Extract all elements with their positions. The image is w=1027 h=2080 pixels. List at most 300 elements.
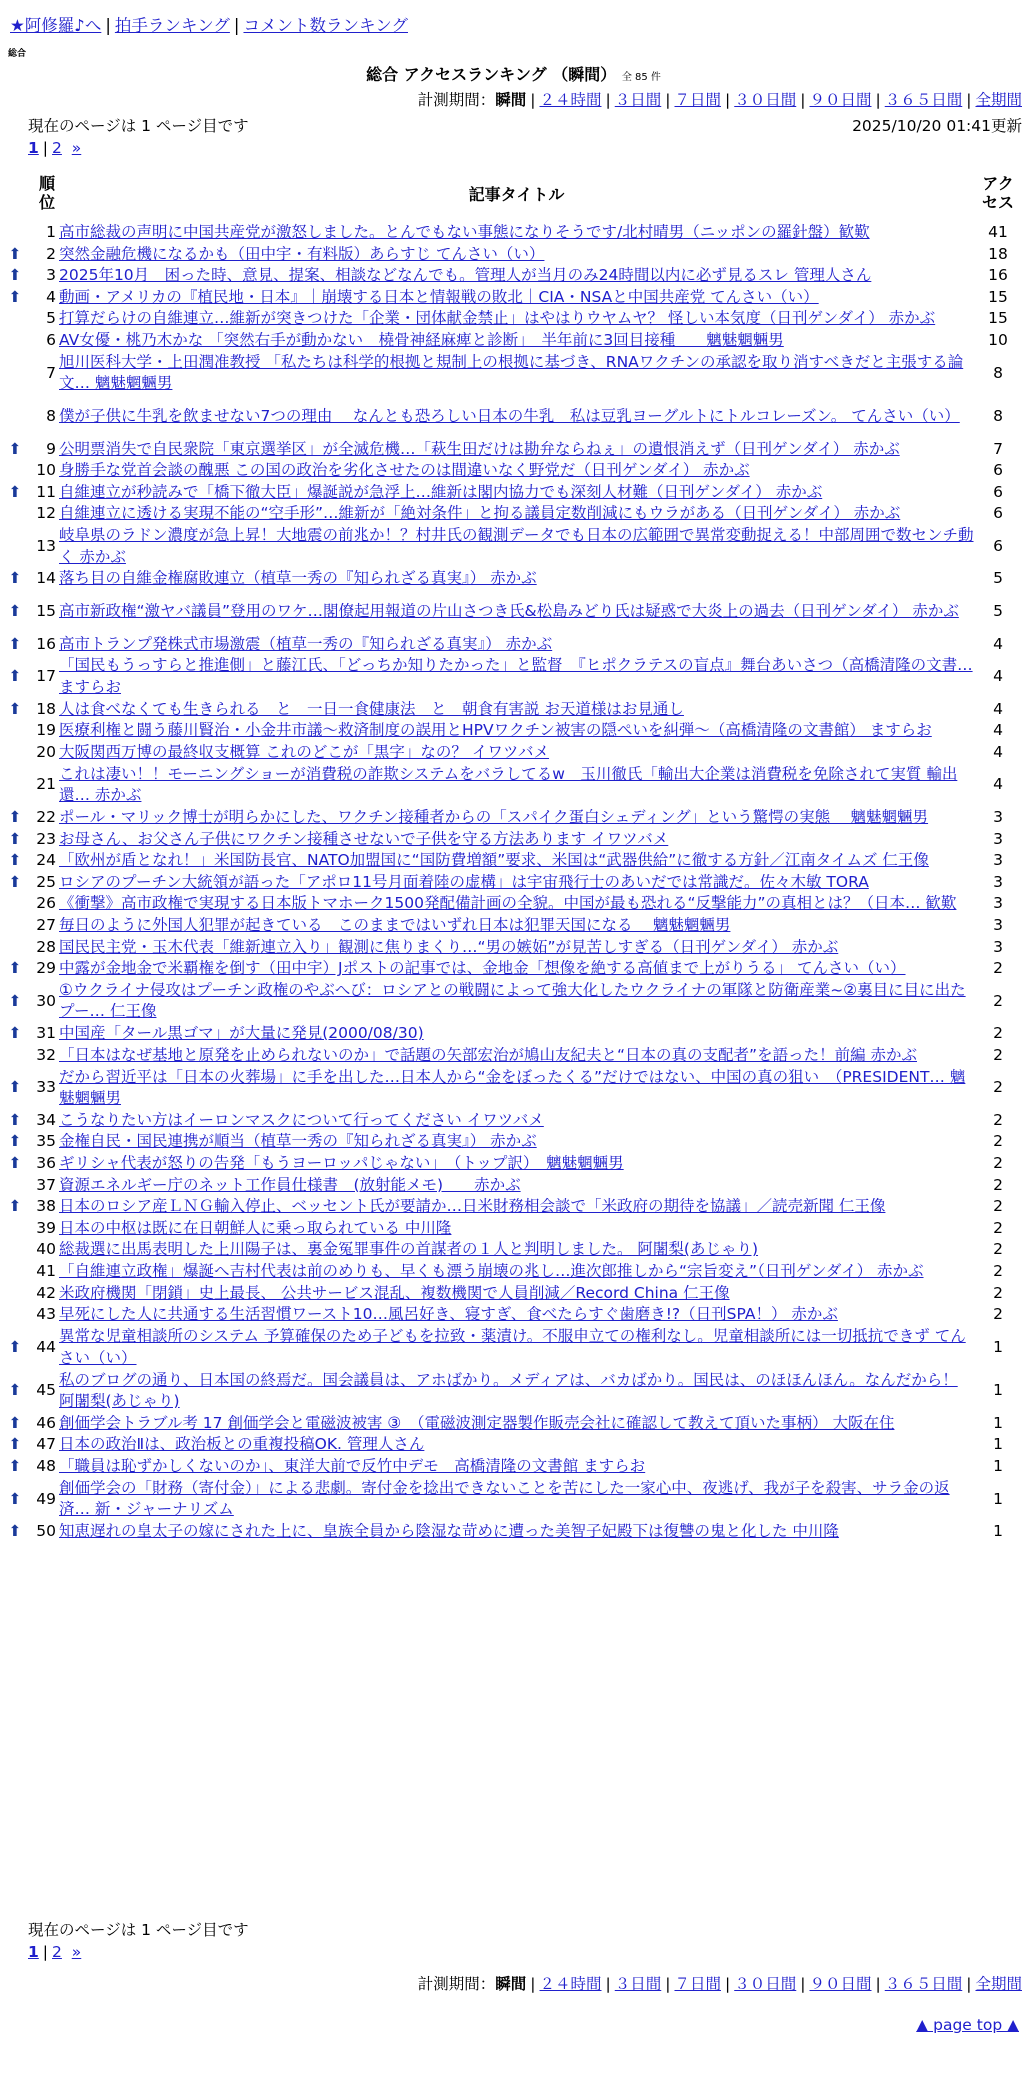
ranking-row [0,807,1022,829]
rank-number: 2 [46,244,56,263]
separator: | [105,16,111,35]
rank-number: 50 [36,1522,56,1541]
rank-number: 9 [46,439,56,458]
separator: | [605,91,611,109]
title-cell [59,222,974,244]
no-change-cell [0,742,30,764]
ranking-row [0,915,1022,937]
title-cell [59,829,974,851]
no-change-cell [0,222,30,244]
ranking-row [0,460,1022,482]
rank-number: 39 [36,1218,56,1237]
ranking-row [0,1218,1022,1240]
access-count: 4 [993,775,1003,794]
title-header: 記事タイトル [468,184,565,204]
title-cell [59,1239,974,1261]
up-arrow-icon: ⬆ [8,851,22,870]
access-count: 6 [993,461,1003,480]
footer-page-info: 現在のページは 1 ページ目です [28,1921,249,1939]
access-count: 2 [993,1218,1003,1237]
header-line: 位 [38,193,55,212]
period-link-2[interactable]: ７日間 [674,91,721,109]
access-count: 15 [988,309,1008,328]
rank-number: 4 [46,287,56,306]
separator: | [725,1975,731,1993]
rank-number: 7 [46,363,56,382]
title-cell [59,655,974,699]
title-cell [59,503,974,525]
article-link[interactable]: 私のブログの通り、日本国の終焉だ。国会議員は、アホばかり。メディアは、バカばかり。国民は、のほほんほん。なんだから！ 阿闍梨(あじゃり) [59,1370,958,1411]
up-arrow-icon: ⬆ [8,244,22,263]
article-link[interactable]: ポール・マリック博士が明らかにした、ワクチン接種者からの「スパイク蛋白シェディング」という驚愕の実態 魑魅魍魎男 [59,807,929,826]
title-cell [59,807,974,829]
article-link[interactable]: 動画・アメリカの『植民地・日本』｜崩壊する日本と情報戦の敗北｜CIA・NSAと中国共産党 てんさい（い） [59,287,819,306]
article-link[interactable]: 高市新政権“激ヤバ議員”登用のワケ…閣僚起用報道の片山さつき氏&松島みどり氏は疑惑で大炎上の過去（日刊ゲンダイ） 赤かぶ [59,602,959,621]
separator: | [665,1975,671,1993]
article-link[interactable]: 僕が子供に牛乳を飲ませない7つの理由 なんとも恐ろしい日本の牛乳 私は豆乳ヨーグルトにトルコレーズン。 てんさい（い） [59,407,960,426]
ranking-row [0,893,1022,915]
title-cell [59,1478,974,1522]
rank-number: 48 [36,1457,56,1476]
period-link-3[interactable]: ３０日間 [734,91,797,109]
access-count: 3 [993,894,1003,913]
title-cell [59,460,974,482]
no-change-cell [0,1304,30,1326]
no-change-cell [0,1218,30,1240]
rank-number: 49 [36,1489,56,1508]
title-cell [59,1110,974,1132]
access-count: 2 [993,1262,1003,1281]
access-count: 3 [993,851,1003,870]
access-count: 2 [993,1110,1003,1129]
ranking-row [0,763,1022,807]
category-label: 総合 [8,49,27,59]
article-link[interactable]: 公明票消失で自民衆院「東京選挙区」が全滅危機…「萩生田だけは勘弁ならねぇ」の遺恨消えず（日刊ゲンダイ） 赤かぶ [59,439,900,458]
no-change-cell [0,503,30,525]
access-count: 4 [993,634,1003,653]
page-info: 現在のページは 1 ページ目です [28,117,249,135]
no-change-cell [0,460,30,482]
ranking-row [0,1239,1022,1261]
next-page-link[interactable]: » [71,1943,82,1961]
rank-number: 46 [36,1413,56,1432]
period-link-3[interactable]: ３０日間 [734,1975,797,1993]
title-cell [59,1023,974,1045]
rank-number: 1 [46,223,56,242]
title-cell [59,330,974,352]
title-cell [59,763,974,807]
access-count: 5 [993,602,1003,621]
title-cell [59,915,974,937]
top-nav [10,12,408,36]
rank-number: 11 [36,482,56,501]
article-link[interactable]: 大阪関西万博の最終収支概算 これのどこが「黒字」なの？ イワツバメ [59,742,550,761]
article-link[interactable]: 旭川医科大学・上田潤准教授 「私たちは科学的根拠と規制上の根拠に基づき、RNAワクチンの承認を取り消すべきだと主張する論文… 魑魅魍魎男 [59,352,964,393]
title-cell [59,1434,974,1456]
title-cell [59,850,974,872]
article-link[interactable]: 突然金融危機になるかも（田中宇・有料版）あらすじ てんさい（い） [59,244,545,263]
ranking-row [0,265,1022,287]
access-count: 2 [993,1305,1003,1324]
title-cell [59,1045,974,1067]
article-link[interactable]: 総裁選に出馬表明した上川陽子は、裏金冤罪事件の首謀者の１人と判明しました。 阿闍梨(あじゃり) [59,1240,759,1259]
rank-number: 16 [36,634,56,653]
title-cell [59,958,974,980]
separator: | [800,1975,806,1993]
up-arrow-icon: ⬆ [8,266,22,285]
up-arrow-icon: ⬆ [8,1110,22,1129]
access-count: 3 [993,807,1003,826]
title-cell [59,590,974,634]
ranking-row [0,936,1022,958]
rank-number: 24 [36,851,56,870]
up-arrow-icon: ⬆ [8,1489,22,1508]
up-arrow-icon: ⬆ [8,439,22,458]
ranking-row [0,222,1022,244]
title-cell [59,720,974,742]
article-link[interactable]: 中露が金地金で米覇権を倒す（田中宇）Jポストの記事では、金地金「想像を絶する高値まで上がりうる」 てんさい（い） [59,959,906,978]
title-cell [59,352,974,396]
rank-number: 14 [36,569,56,588]
article-link[interactable]: 自維連立が秒読みで「橋下徹大臣」爆誕説が急浮上…維新は閣内協力でも深刻人材難（日刊ゲンダイ） 赤かぶ [59,482,823,501]
access-count: 2 [993,959,1003,978]
access-count: 15 [988,287,1008,306]
title-cell [59,936,974,958]
no-change-cell [0,720,30,742]
article-link[interactable]: 「国民もうっすらと推進側」と藤江氏、「どっちか知りたかった」と監督 『ヒポクラテスの盲点』舞台あいさつ（高橋清隆の文書… ますらお [59,656,973,696]
article-link[interactable]: 異常な児童相談所のシステム 予算確保のため子どもを拉致・薬漬け。不服申立ての権利なし。児童相談所には一切抵抗できず てんさい（い） [59,1327,966,1367]
ranking-row [0,1066,1022,1110]
access-count: 2 [993,1197,1003,1216]
period-link-6[interactable]: 全期間 [975,91,1022,109]
up-arrow-icon: ⬆ [8,569,22,588]
rank-number: 21 [36,775,56,794]
no-change-cell [0,352,30,396]
no-change-cell [0,525,30,569]
period-current: 瞬間 [495,1975,527,1993]
ranking-row [0,1413,1022,1435]
access-count: 2 [993,1045,1003,1064]
ranking-table [0,164,1022,1543]
up-arrow-icon: ⬆ [8,634,22,653]
ranking-row [0,980,1022,1024]
access-count: 1 [993,1489,1003,1508]
no-change-cell [0,915,30,937]
page-1-link[interactable]: 1 [28,139,39,157]
page-1-link[interactable]: 1 [28,1943,39,1961]
page-title [0,62,1027,85]
access-count: 8 [993,407,1003,426]
separator: | [530,1975,536,1993]
article-link[interactable]: 毎日のように外国人犯罪が起きている このままではいずれ日本は犯罪天国になる 魑魅魍魎男 [59,915,731,934]
access-count: 16 [988,266,1008,285]
ranking-title: 総合 アクセスランキング （瞬間） [366,65,617,84]
separator: | [233,16,240,35]
article-link[interactable]: 知恵遅れの皇太子の嫁にされた上に、皇族全員から陰湿な苛めに遭った美智子妃殿下は復讐の鬼と化した 中川隆 [59,1522,839,1541]
article-link[interactable]: ギリシャ代表が怒りの告発「もうヨーロッパじゃない」 （トップ訳） 魑魅魍魎男 [59,1154,624,1173]
access-count: 4 [993,699,1003,718]
title-cell [59,1131,974,1153]
article-link[interactable]: 「欧州が盾となれ！」米国防長官、NATO加盟国に“国防費増額”要求、米国は“武器供給”に徹する方針／江南タイムズ 仁王像 [59,851,929,870]
access-count: 4 [993,667,1003,686]
up-arrow-icon: ⬆ [8,602,22,621]
ranking-row [0,1434,1022,1456]
up-arrow-icon: ⬆ [8,1381,22,1400]
title-cell [59,568,974,590]
period-link-5[interactable]: ３６５日間 [884,91,963,109]
article-link[interactable]: 早死にした人に共通する生活習慣ワースト10…風呂好き、寝すぎ、食べたらすぐ歯磨き!?（日刊SPA！） 赤かぶ [59,1305,838,1324]
access-count: 2 [993,991,1003,1010]
separator: | [966,1975,972,1993]
title-cell [59,1153,974,1175]
ranking-row [0,568,1022,590]
access-count: 2 [993,1283,1003,1302]
no-change-cell [0,1175,30,1197]
article-link[interactable]: これは凄い！！モーニングショーが消費税の詐欺システムをバラしてるw 玉川徹氏「輸出大企業は消費税を免除されて実質 輸出還… 赤かぶ [59,764,958,805]
title-cell [59,287,974,309]
rank-number: 17 [36,667,56,686]
article-link[interactable]: AV女優・桃乃木かな 「突然右手が動かない 橈骨神経麻痺と診断」 半年前に3回目接種 魑魅魍魎男 [59,331,784,350]
article-link[interactable]: 自維連立に透ける実現不能の“空手形”…維新が「絶対条件」と拘る議員定数削減にもウラがある（日刊ゲンダイ） 赤かぶ [59,504,901,523]
up-arrow-icon: ⬆ [8,1132,22,1151]
rank-header [0,164,59,222]
period-link-6[interactable]: 全期間 [975,1975,1022,1993]
article-link[interactable]: 資源エネルギー庁のネット工作員仕様書 (放射能メモ) 赤かぶ [59,1175,521,1194]
period-link-0[interactable]: ２４時間 [539,91,602,109]
title-cell [59,1521,974,1543]
ranking-row [0,958,1022,980]
article-link[interactable]: 岐阜県のラドン濃度が急上昇！大地震の前兆か！？村井氏の観測データでも日本の広範囲で異常変動捉える！中部周囲で数センチ動く 赤かぶ [59,526,974,566]
rank-number: 33 [36,1078,56,1097]
page-top-link[interactable]: ▲ page top ▲ [916,2016,1019,2034]
title-cell [59,872,974,894]
up-arrow-icon: ⬆ [8,829,22,848]
pagination [28,139,81,157]
ranking-row [0,742,1022,764]
ranking-row [0,1131,1022,1153]
access-count: 3 [993,872,1003,891]
access-header [974,164,1022,222]
separator: | [875,1975,881,1993]
ranking-row [0,1196,1022,1218]
article-link[interactable]: お母さん、お父さん子供にワクチン接種させないで子供を守る方法あります イワツバメ [59,829,669,848]
period-label: 計測期間： [417,1975,496,1993]
article-link[interactable]: ロシアのプーチン大統領が語った「アポロ11号月面着陸の虚構」は宇宙飛行士のあいだでは常識だ。佐々木敏 TORA [59,872,869,891]
access-count: 8 [993,363,1003,382]
period-link-5[interactable]: ３６５日間 [884,1975,963,1993]
title-cell [59,1066,974,1110]
rank-number: 5 [46,309,56,328]
rank-number: 25 [36,872,56,891]
page-2-link[interactable]: 2 [52,1943,62,1961]
rank-number: 22 [36,807,56,826]
up-arrow-icon: ⬆ [8,1435,22,1454]
title-cell [59,1283,974,1305]
access-count: 4 [993,721,1003,740]
no-change-cell [0,395,30,439]
article-link[interactable]: 創価学会トラブル考 17 創価学会と電磁波被害 ③ （電磁波測定器製作販売会社に確認して教えて頂いた事柄） 大阪在住 [59,1413,895,1432]
rank-number: 27 [36,915,56,934]
period-link-1[interactable]: ３日間 [614,1975,662,1993]
ranking-row [0,1326,1022,1370]
access-count: 3 [993,829,1003,848]
ranking-row [0,1110,1022,1132]
article-link[interactable]: 金権自民・国民連携が順当（植草一秀の『知られざる真実』） 赤かぶ [59,1132,537,1151]
up-arrow-icon: ⬆ [8,667,22,686]
period-link-1[interactable]: ３日間 [614,91,662,109]
article-link[interactable]: 落ち目の自維金権腐敗連立（植草一秀の『知られざる真実』） 赤かぶ [59,569,537,588]
header-line: アク [982,174,1014,193]
ranking-row [0,872,1022,894]
article-link[interactable]: 米政府機関「閉鎖」史上最長、 公共サービス混乱、複数機関で人員削減／Record China 仁王像 [59,1283,730,1302]
updated-timestamp: 2025/10/20 01:41更新 [852,117,1022,135]
up-arrow-icon: ⬆ [8,699,22,718]
header-line: 順 [38,174,55,193]
article-link[interactable]: こうなりたい方はイーロンマスクについて行ってください イワツバメ [59,1110,544,1129]
article-link[interactable]: 創価学会の「財務（寄付金）」による悲劇。寄付金を捻出できないことを苦にした一家心中、夜逃げ、我が子を殺害、サラ金の返済… 新・ジャーナリズム [59,1478,950,1519]
article-link[interactable]: 日本のロシア産ＬＮＧ輸入停止、ベッセント氏が要請か…日米財務相会談で「米政府の期待を協議」／読売新聞 仁王像 [59,1197,886,1216]
rank-number: 29 [36,959,56,978]
ranking-row [0,1175,1022,1197]
title-cell [59,482,974,504]
ranking-row [0,850,1022,872]
article-link[interactable]: 日本の政治Ⅱは、政治板との重複投稿OK. 管理人さん [59,1435,425,1454]
article-link[interactable]: 《衝撃》高市政権で実現する日本版トマホーク1500発配備計画の全貌。中国が最も恐れる“反撃能力”の真相とは？（日本… 歓歎 [59,894,957,913]
article-link[interactable]: 高市トランプ発株式市場激震（植草一秀の『知られざる真実』） 赤かぶ [59,634,553,653]
up-arrow-icon: ⬆ [8,1413,22,1432]
title-cell [59,244,974,266]
article-link[interactable]: 「職員は恥ずかしくないのか」、東洋大前で反竹中デモ 高橋清隆の文書館 ますらお [59,1457,646,1476]
up-arrow-icon: ⬆ [8,287,22,306]
article-link[interactable]: 打算だらけの自維連立…維新が突きつけた「企業・団体献金禁止」はやはりウヤムヤ？ 怪しい本気度（日刊ゲンダイ） 赤かぶ [59,309,936,328]
total-count: 全 85 件 [621,72,661,83]
article-link[interactable]: 人は食べなくても生きられる と 一日一食健康法 と 朝食有害説 お天道様はお見通し [59,699,684,718]
rank-number: 23 [36,829,56,848]
comment-ranking-link[interactable]: コメント数ランキング [243,16,408,35]
title-cell [59,634,974,656]
article-link[interactable]: 「自維連立政権」爆誕へ吉村代表は前のめりも、早くも漂う崩壊の兆し…進次郎推しから“宗旨変え”（日刊ゲンダイ） 赤かぶ [59,1262,924,1281]
access-count: 1 [993,1381,1003,1400]
access-count: 1 [993,1413,1003,1432]
no-change-cell [0,330,30,352]
period-link-0[interactable]: ２４時間 [539,1975,602,1993]
applause-ranking-link[interactable]: 拍手ランキング [114,16,230,35]
footer-pagination [28,1943,81,1961]
rank-number: 19 [36,721,56,740]
access-count: 41 [988,223,1008,242]
article-link[interactable]: だから習近平は「日本の火葬場」に手を出した…日本人から“金をぼったくる”だけではない、中国の真の狙い （PRESIDENT… 魑魅魍魎男 [59,1067,966,1108]
article-link[interactable]: 日本の中枢は既に在日朝鮮人に乗っ取られている 中川隆 [59,1218,452,1237]
article-link[interactable]: 「日本はなぜ基地と原発を止められないのか」で話題の矢部宏治が鳩山友紀夫と“日本の真の支配者”を語った！前編 赤かぶ [59,1045,917,1064]
rank-number: 15 [36,602,56,621]
rank-number: 42 [36,1283,56,1302]
ranking-row [0,634,1022,656]
rank-number: 30 [36,991,56,1010]
title-cell [59,980,974,1024]
access-count: 5 [993,569,1003,588]
title-cell [59,1261,974,1283]
ranking-row [0,1456,1022,1478]
article-link[interactable]: 国民民主党・玉木代表「維新連立入り」観測に焦りまくり…“男の嫉妬”が見苦しすぎる（日刊ゲンダイ） 赤かぶ [59,937,839,956]
no-change-cell [0,308,30,330]
access-count: 7 [993,439,1003,458]
up-arrow-icon: ⬆ [8,1337,22,1356]
rank-number: 45 [36,1381,56,1400]
rank-number: 3 [46,266,56,285]
ranking-row [0,525,1022,569]
home-link[interactable]: ★阿修羅♪へ [10,16,102,35]
up-arrow-icon: ⬆ [8,1197,22,1216]
ranking-row [0,1478,1022,1522]
title-cell [59,1326,974,1370]
separator: | [800,91,806,109]
article-link[interactable]: 医療利権と闘う藤川賢治・小金井市議〜救済制度の誤用とHPVワクチン被害の隠ぺいを糾弾〜（高橋清隆の文書館） ますらお [59,721,932,740]
up-arrow-icon: ⬆ [8,1522,22,1541]
page-2-link[interactable]: 2 [52,139,62,157]
access-count: 6 [993,536,1003,555]
ranking-row [0,287,1022,309]
period-link-4[interactable]: ９０日間 [809,1975,872,1993]
rank-number: 12 [36,504,56,523]
period-link-4[interactable]: ９０日間 [809,91,872,109]
access-count: 10 [988,331,1008,350]
access-count: 1 [993,1522,1003,1541]
rank-number: 43 [36,1305,56,1324]
rank-number: 13 [36,536,56,555]
article-link[interactable]: 身勝手な党首会談の醜悪 この国の政治を劣化させたのは間違いなく野党だ（日刊ゲンダイ） 赤かぶ [59,461,750,480]
page-top [916,2016,1019,2034]
separator: | [530,91,536,109]
no-change-cell [0,1239,30,1261]
ranking-row [0,655,1022,699]
ranking-row [0,1261,1022,1283]
period-current: 瞬間 [495,91,527,109]
ranking-row [0,829,1022,851]
access-count: 1 [993,1337,1003,1356]
title-cell [59,1369,974,1413]
separator: | [42,1943,49,1961]
title-cell [59,1175,974,1197]
title-cell [59,699,974,721]
article-link[interactable]: ①ウクライナ侵攻はプーチン政権のやぶへび：ロシアとの戦闘によって強大化したウクライナの軍隊と防衛産業~②裏目に目に出たプー… 仁王像 [59,980,966,1021]
rank-number: 44 [36,1337,56,1356]
rank-number: 41 [36,1262,56,1281]
ranking-row [0,482,1022,504]
article-link[interactable]: 2025年10月 困った時、意見、提案、相談などなんでも。管理人が当月のみ24時間以内に必ず見るスレ 管理人さん [59,266,872,285]
rank-number: 37 [36,1175,56,1194]
rank-number: 38 [36,1197,56,1216]
title-cell [59,1304,974,1326]
article-link[interactable]: 高市総裁の声明に中国共産党が激怒しました。とんでもない事態になりそうです/北村晴男（ニッポンの羅針盤）歓歎 [59,223,870,242]
no-change-cell [0,936,30,958]
access-count: 3 [993,915,1003,934]
up-arrow-icon: ⬆ [8,991,22,1010]
rank-number: 34 [36,1110,56,1129]
period-link-2[interactable]: ７日間 [674,1975,721,1993]
article-link[interactable]: 中国産「タール黒ゴマ」が大量に発見(2000/08/30) [59,1024,424,1043]
access-count: 3 [993,937,1003,956]
access-count: 2 [993,1240,1003,1259]
ranking-row [0,1369,1022,1413]
access-count: 1 [993,1435,1003,1454]
rank-number: 8 [46,407,56,426]
ranking-row [0,590,1022,634]
next-page-link[interactable]: » [71,139,82,157]
up-arrow-icon: ⬆ [8,872,22,891]
access-count: 2 [993,1024,1003,1043]
title-cell [59,395,974,439]
access-count: 1 [993,1457,1003,1476]
